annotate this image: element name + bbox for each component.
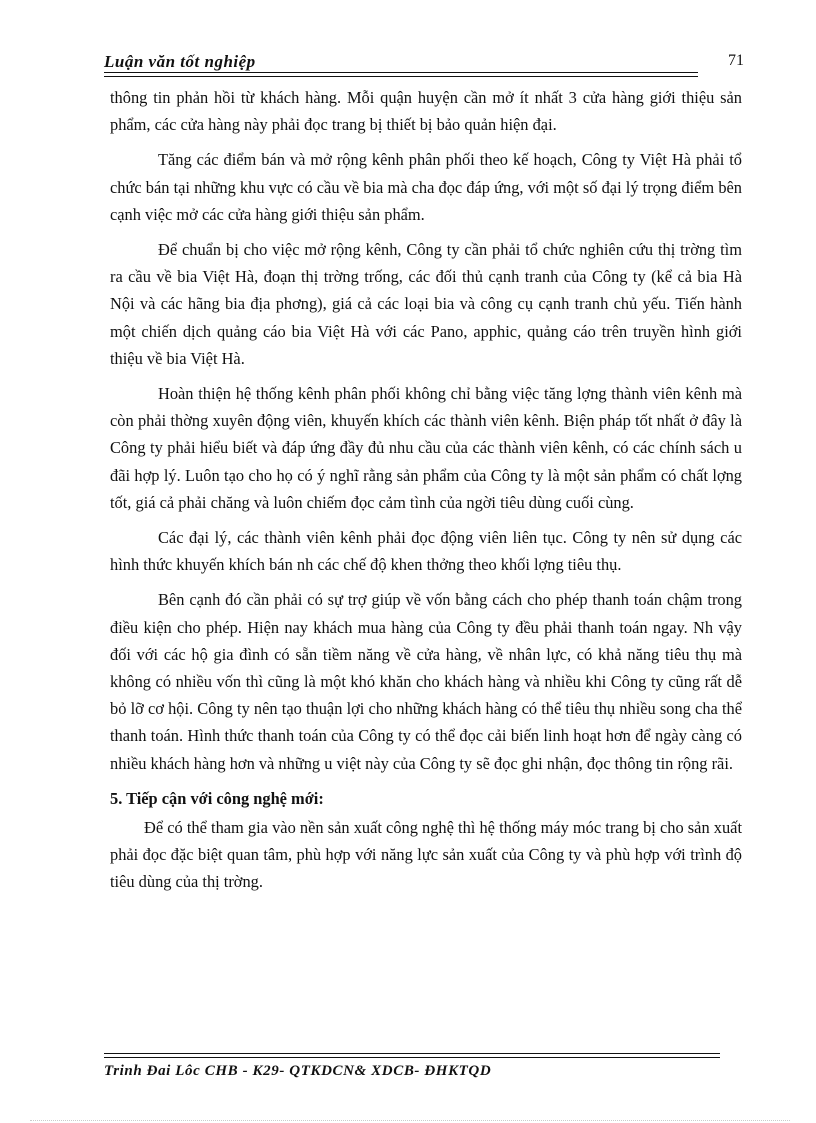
footer-rule xyxy=(104,1057,720,1058)
section-heading: 5. Tiếp cận với công nghệ mới: xyxy=(110,788,324,808)
footer-rule xyxy=(104,1053,720,1054)
paragraph: Tăng các điểm bán và mở rộng kênh phân phối theo kế hoạch, Công ty Việt Hà phải tổ chức bán tại những khu vực có cầu về bia mà cha đọc đáp ứng, với một số đại lý trọng điểm bên cạnh việc mở các cửa hàng giới thiệu sản phẩm. xyxy=(110,150,742,224)
header-rule xyxy=(104,72,698,73)
paragraph: Bên cạnh đó cần phải có sự trợ giúp về vốn bằng cách cho phép thanh toán chậm trong điều kiện cho phép. Hiện nay khách mua hàng của Công ty đều phải thanh toán ngay. Nh vậy đối với các hộ gia đình có sẵn tiềm năng về cửa hàng, về nhân lực, có khả năng tiêu thụ mà không có nhiều vốn thì cũng là một khó khăn cho khách hàng và nhiều khi Công ty cũng rất dễ bỏ lỡ cơ hội. Công ty nên tạo thuận lợi cho những khách hàng có thể tiêu thụ nhiều song cha thể thanh toán. Hình thức thanh toán của Công ty có thể đọc cải biến linh hoạt hơn để ngày càng có nhiều khách hàng hơn và những u việt này của Công ty sẽ đọc ghi nhận, đọc thông tin rộng rãi. xyxy=(110,590,742,773)
paragraph: thông tin phản hồi từ khách hàng. Mỗi quận huyện cần mở ít nhất 3 cửa hàng giới thiệu sản phẩm, các cửa hàng này phải đọc trang bị thiết bị bảo quản hiện đại. xyxy=(110,88,742,135)
paragraph: Các đại lý, các thành viên kênh phải đọc động viên liên tục. Công ty nên sử dụng các hình thức khuyến khích bán nh các chế độ khen thởng theo khối lợng tiêu thụ. xyxy=(110,528,742,575)
page-edge xyxy=(30,1120,790,1121)
page-number: 71 xyxy=(728,52,744,69)
document-body xyxy=(110,84,742,904)
paragraph: Để chuẩn bị cho việc mở rộng kênh, Công ty cần phải tổ chức nghiên cứu thị trờng tìm ra cầu về bia Việt Hà, đoạn thị trờng trống, các đối thủ cạnh tranh của Công ty (kể cả bia Hà Nội và các hãng bia địa phơng), giá cả các loại bia và công cụ cạnh tranh chủ yếu. Tiến hành một chiến dịch quảng cáo bia Việt Hà với các Pano, apphic, quảng cáo trên truyền hình giới thiệu về bia Việt Hà. xyxy=(110,240,742,368)
paragraph: Để có thể tham gia vào nền sản xuất công nghệ thì hệ thống máy móc trang bị cho sản xuất phải đọc đặc biệt quan tâm, phù hợp với năng lực sản xuất của Công ty và phù hợp với trình độ tiêu dùng của thị trờng. xyxy=(110,818,742,892)
header-title: Luận văn tốt nghiệp xyxy=(104,52,256,71)
header-rule xyxy=(104,76,698,77)
paragraph: Hoàn thiện hệ thống kênh phân phối không chỉ bằng việc tăng lợng thành viên kênh mà còn phải thờng xuyên động viên, khuyến khích các thành viên kênh. Biện pháp tốt nhất ở đây là Công ty phải hiểu biết và đáp ứng đầy đủ nhu cầu của các thành viên kênh, có các chính sách u đãi hợp lý. Luôn tạo cho họ có ý nghĩ rằng sản phẩm của Công ty là một sản phẩm có chất lợng tốt, giá cả phải chăng và luôn chiếm đọc cảm tình của ngời tiêu dùng cuối cùng. xyxy=(110,384,742,512)
page-footer: Trinh Đai Lôc CHB - K29- QTKDCN& XDCB- ĐHKTQD xyxy=(104,1063,492,1079)
